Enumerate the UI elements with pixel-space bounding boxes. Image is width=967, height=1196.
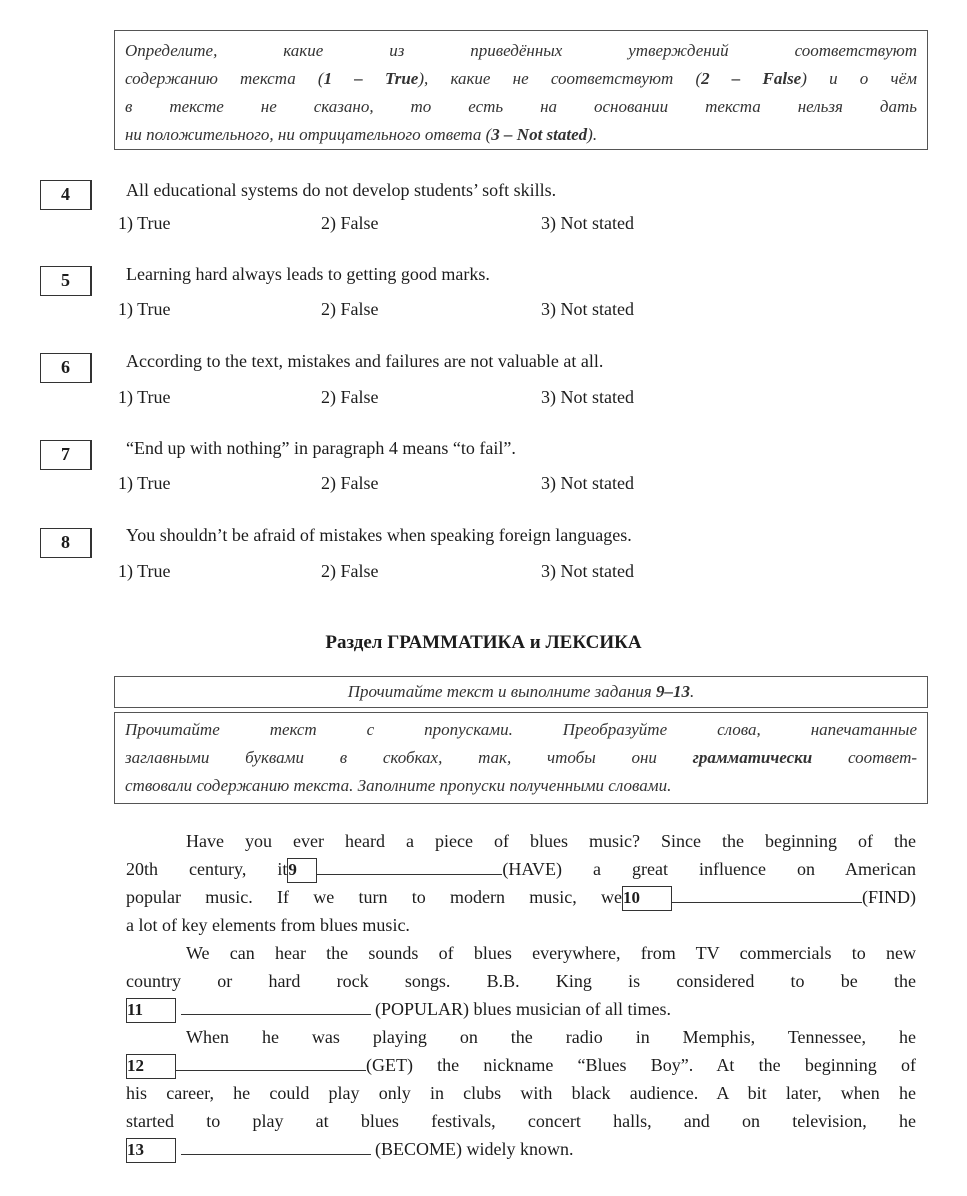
option-false[interactable]: 2) False [321, 561, 379, 581]
instructions-line: Прочитайте текст с пропусками. Преобразуйте слова, напечатанные [125, 720, 917, 739]
instructions-line: в тексте не сказано, то есть на основании текста нельзя дать [125, 97, 917, 116]
text-line: started to play at blues festivals, concert halls, and on television, he [126, 1111, 916, 1131]
true-label: 1 – True [323, 69, 419, 88]
text-line: country or hard rock songs. B.B. King is considered to be the [126, 971, 916, 991]
option-true[interactable]: 1) True [118, 387, 171, 407]
option-false[interactable]: 2) False [321, 387, 379, 407]
instructions-line: Определите, какие из приведённых утверждений соответствуют [125, 41, 917, 60]
gap-blank-11[interactable] [181, 996, 371, 1015]
option-not-stated[interactable]: 3) Not stated [541, 213, 634, 233]
gap-blank-9[interactable] [317, 856, 502, 875]
text-line: popular music. If we turn to modern music, we10 (FIND) [126, 883, 916, 911]
text-line: We can hear the sounds of blues everywhere, from TV commercials to new [186, 943, 916, 963]
read-text-instruction: Прочитайте текст и выполните задания 9–13. [114, 676, 928, 708]
option-true[interactable]: 1) True [118, 299, 171, 319]
not-stated-label: 3 – Not stated [491, 125, 588, 144]
gap-blank-10[interactable] [672, 884, 862, 903]
gap-number-13: 13 [126, 1138, 176, 1163]
option-not-stated[interactable]: 3) Not stated [541, 299, 634, 319]
question-text: All educational systems do not develop students’ soft skills. [126, 180, 557, 200]
question-text: You shouldn’t be afraid of mistakes when speaking foreign languages. [126, 525, 632, 545]
question-text: According to the text, mistakes and failures are not valuable at all. [126, 351, 604, 371]
gap-number-12: 12 [126, 1054, 176, 1079]
question-number: 8 [40, 528, 92, 558]
text-line: a lot of key elements from blues music. [126, 915, 410, 935]
gap-blank-12[interactable] [176, 1052, 366, 1071]
instructions-true-false [114, 30, 928, 150]
task-range: 9–13 [655, 682, 690, 701]
question-text: Learning hard always leads to getting good marks. [126, 264, 490, 284]
gap-fill-instructions [114, 712, 928, 804]
gap-blank-13[interactable] [181, 1136, 371, 1155]
option-false[interactable]: 2) False [321, 473, 379, 493]
text-line: his career, he could play only in clubs with black audience. A bit later, when he [126, 1083, 916, 1103]
question-text: “End up with nothing” in paragraph 4 means “to fail”. [126, 438, 516, 458]
text-line: Have you ever heard a piece of blues music? Since the beginning of the [186, 831, 916, 851]
option-true[interactable]: 1) True [118, 473, 171, 493]
question-number: 5 [40, 266, 92, 296]
text-line: 13 (BECOME) widely known. [126, 1135, 916, 1163]
text-line: 20th century, it9 (HAVE) a great influence on American [126, 855, 916, 883]
text-line: 12 (GET) the nickname “Blues Boy”. At the beginning of [126, 1051, 916, 1079]
option-not-stated[interactable]: 3) Not stated [541, 387, 634, 407]
gap-number-10: 10 [622, 886, 672, 911]
option-not-stated[interactable]: 3) Not stated [541, 561, 634, 581]
gap-fill-text [126, 827, 916, 1163]
question-number: 7 [40, 440, 92, 470]
option-true[interactable]: 1) True [118, 213, 171, 233]
instructions-line: заглавными буквами в скобках, так, чтобы они грамматически соответ- [125, 748, 917, 767]
grammar-emphasis: грамматически [692, 748, 813, 767]
gap-number-11: 11 [126, 998, 176, 1023]
instructions-line: ни положительного, ни отрицательного ответа (3 – Not stated). [125, 125, 598, 144]
section-title: Раздел ГРАММАТИКА и ЛЕКСИКА [325, 632, 642, 653]
option-false[interactable]: 2) False [321, 299, 379, 319]
option-true[interactable]: 1) True [118, 561, 171, 581]
instructions-line: ствовали содержанию текста. Заполните пропуски полученными словами. [125, 776, 672, 795]
question-number: 6 [40, 353, 92, 383]
option-false[interactable]: 2) False [321, 213, 379, 233]
gap-number-9: 9 [287, 858, 317, 883]
option-not-stated[interactable]: 3) Not stated [541, 473, 634, 493]
false-label: 2 – False [701, 69, 802, 88]
instructions-line: содержанию текста (1 – True), какие не соответствуют (2 – False) и о чём [125, 69, 917, 88]
text-line: 11 (POPULAR) blues musician of all times. [126, 995, 916, 1023]
text-line: When he was playing on the radio in Memphis, Tennessee, he [186, 1027, 916, 1047]
question-number: 4 [40, 180, 92, 210]
